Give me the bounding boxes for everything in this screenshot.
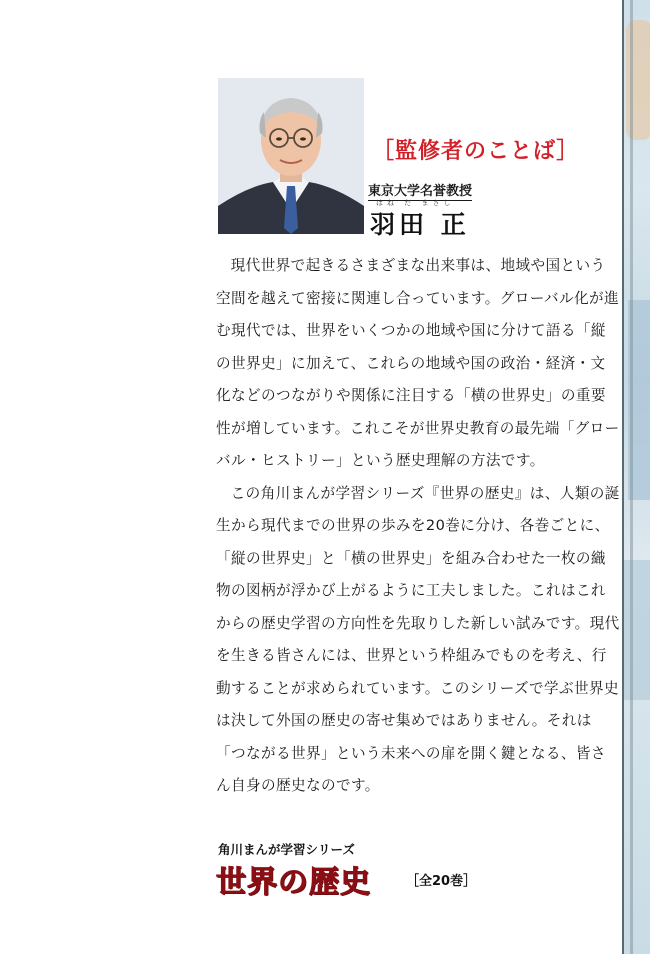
- supervisor-name-ruby: はね だ まさし: [376, 199, 455, 207]
- edge-illustration: [622, 0, 650, 954]
- paragraph-2: この角川まんが学習シリーズ『世界の歴史』は、人類の誕生から現代までの世界の歩みを20巻に分け、各巻ごとに、「縦の世界史」と「横の世界史」を組み合わせた一枚の織物の図柄が浮かび上がるように工夫しました。これはこれからの歴史学習の方向性を先取りした新しい試みです。現代を生きる皆さんには、世界という枠組みでものを考え、行動することが求められています。このシリーズで学ぶ世界史は決して外国の歴史の寄せ集めではありません。それは「つながる世界」という未来への扉を開く鍵となる、皆さん自身の歴史なのです。: [216, 484, 620, 794]
- supervisor-photo: [218, 78, 364, 234]
- series-volumes: ［全20巻］: [406, 874, 477, 889]
- series-label: 角川まんが学習シリーズ: [218, 842, 355, 857]
- page-heading: ［監修者のことば］: [372, 138, 580, 164]
- supervisor-title: 東京大学名誉教授: [368, 180, 472, 201]
- paragraph-1: 現代世界で起きるさまざまな出来事は、地域や国という空間を越えて密接に関連し合っています。グローバル化が進む現代では、世界をいくつかの地域や国に分けて語る「縦の世界史」に加えて、これらの地域や国の政治・経済・文化などのつながりや関係に注目する「横の世界史」の重要性が増しています。これこそが世界史教育の最先端「グローバル・ヒストリー」という歴史理解の方法です。: [216, 257, 620, 469]
- supervisor-name: 羽田 正: [370, 210, 470, 239]
- series-title: 世界の歴史: [216, 865, 371, 900]
- preface-body: [216, 250, 620, 803]
